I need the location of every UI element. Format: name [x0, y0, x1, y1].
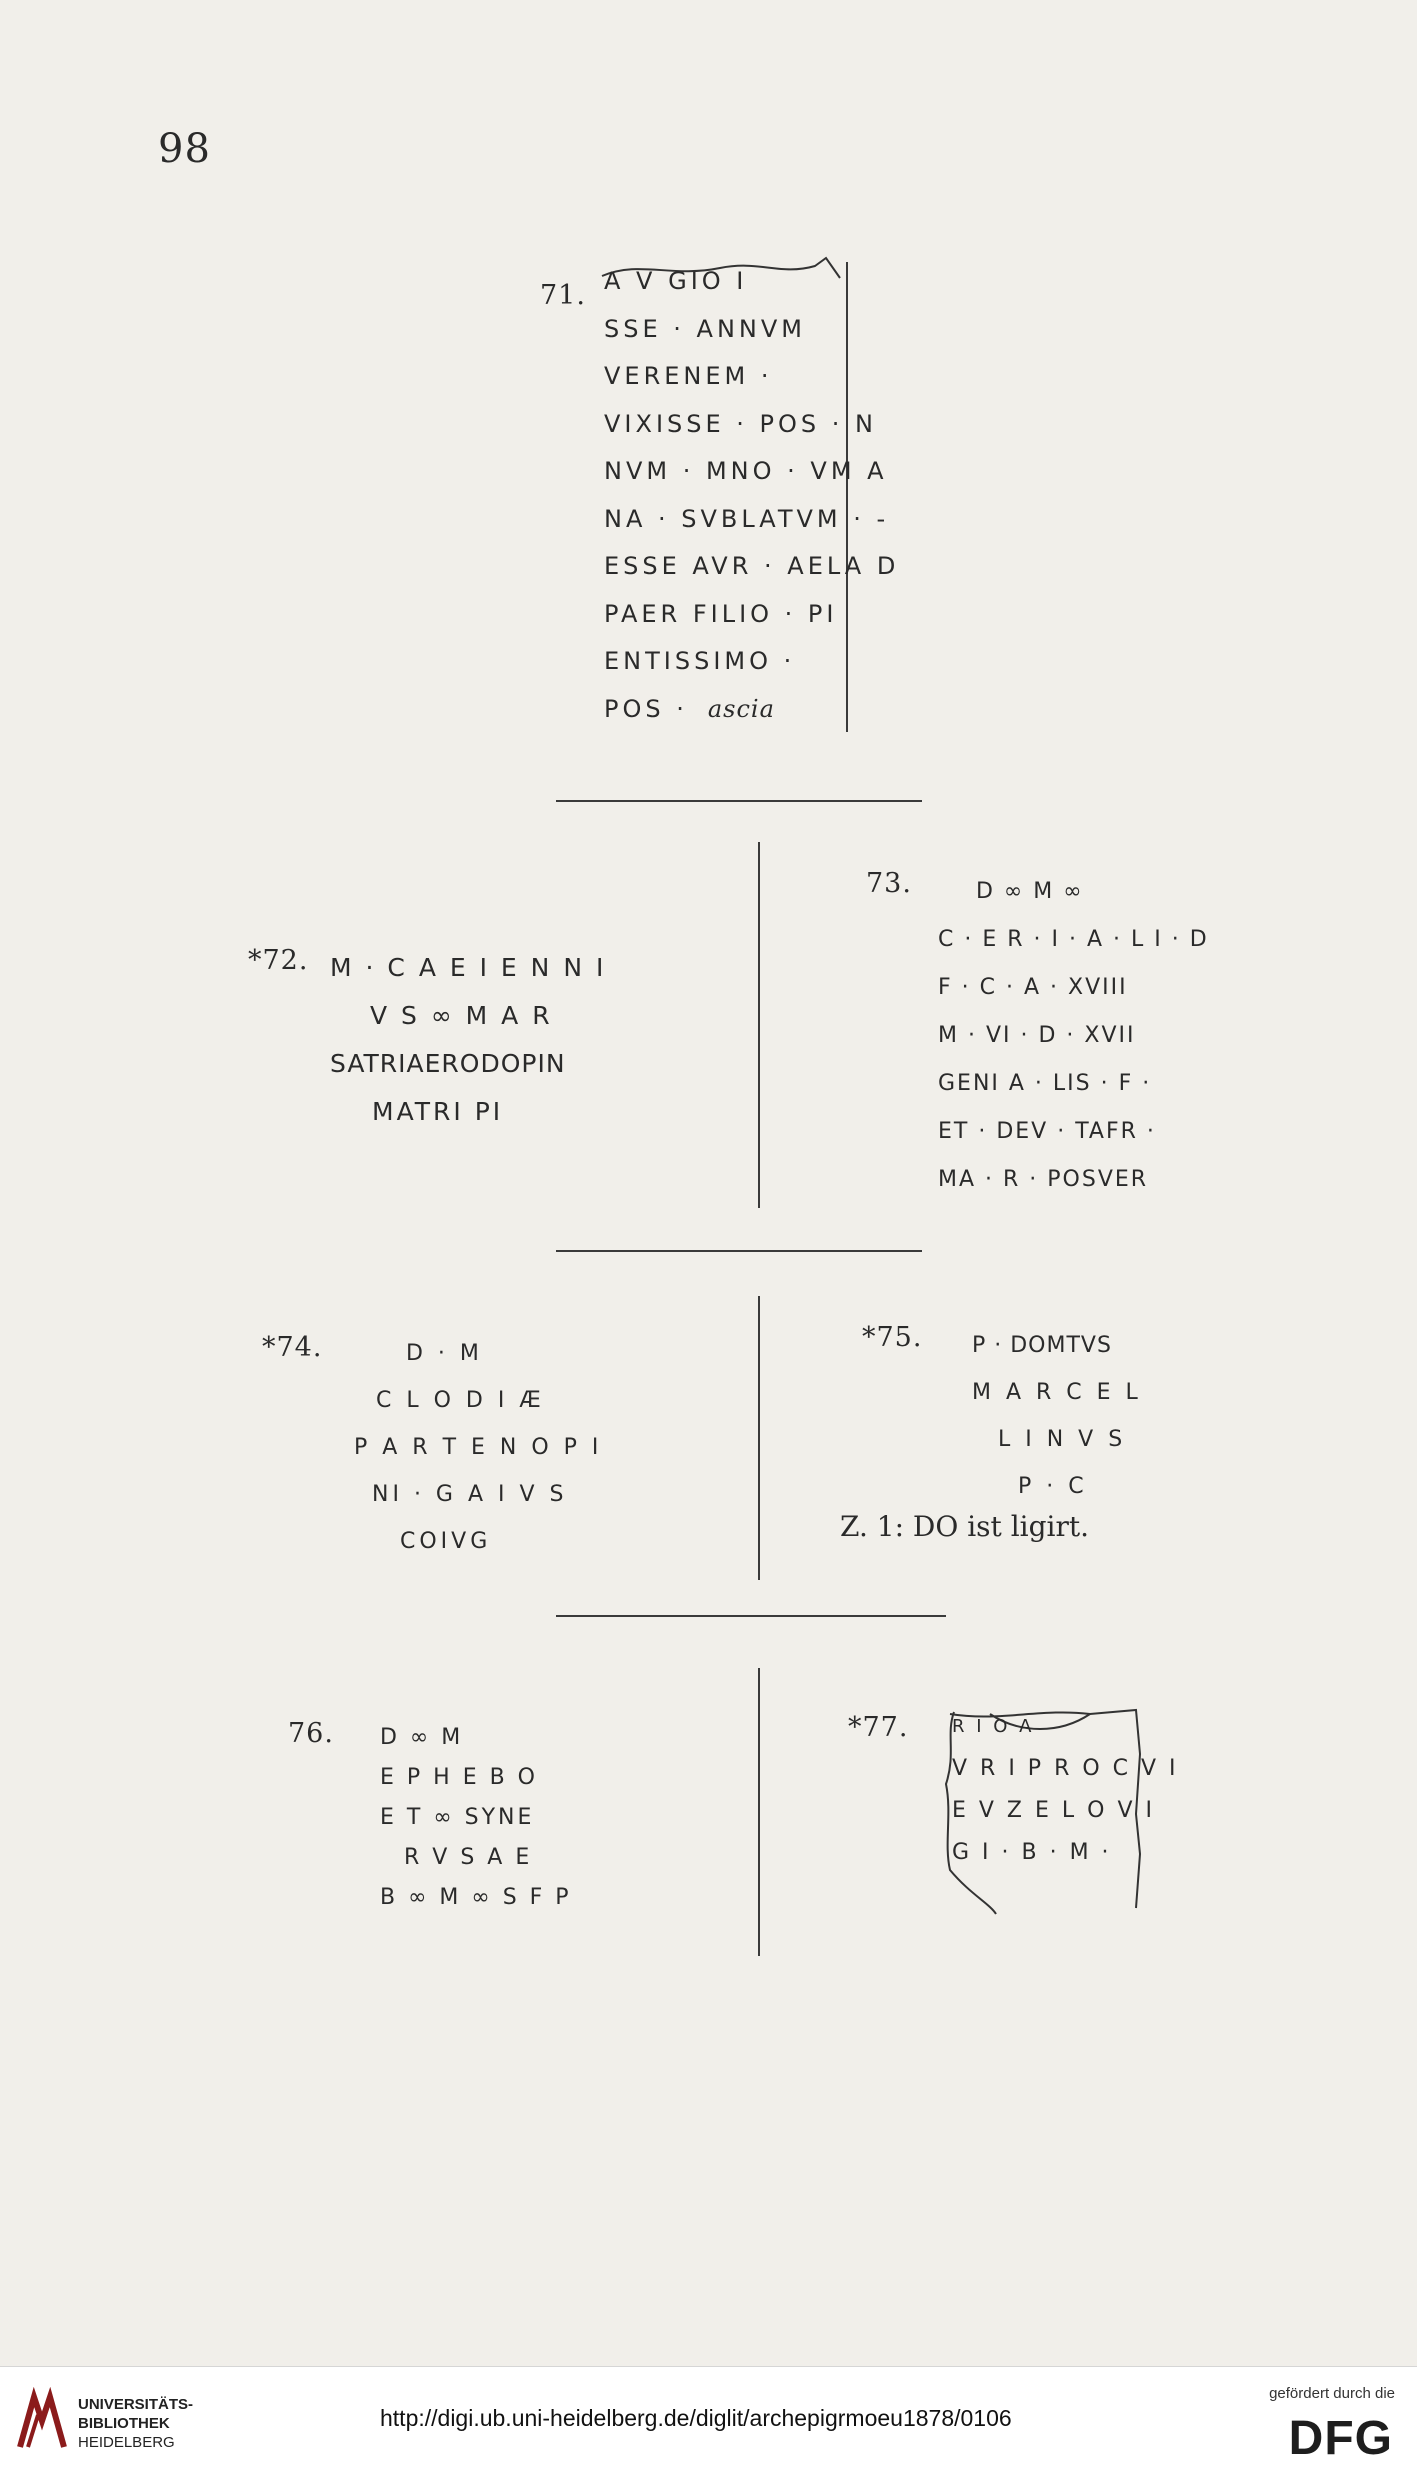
inscription-line: COIVG [400, 1529, 492, 1554]
inscription-line: POS · [604, 694, 688, 723]
inscription-line: M · VI · D · XVII [938, 1023, 1136, 1048]
inscription-71-number: 71. [540, 280, 586, 311]
inscription-72-number: *72. [248, 945, 309, 976]
inscription-line: R I O A [952, 1716, 1035, 1737]
inscription-line: C L O D I Æ [376, 1388, 545, 1413]
inscription-74-text [354, 1330, 602, 1565]
divider [556, 1615, 946, 1617]
inscription-74-number: *74. [262, 1332, 323, 1363]
inscription-76-number: 76. [288, 1718, 334, 1749]
inscription-line: M A R C E L [972, 1380, 1142, 1405]
inscription-line: B ∞ M ∞ S F P [380, 1885, 572, 1910]
inscription-line: ENTISSIMO · [604, 647, 796, 675]
inscription-71-text [604, 258, 899, 733]
inscription-line: P · C [1018, 1474, 1088, 1499]
inscription-77-number: *77. [848, 1712, 909, 1743]
inscription-line: SSE · ANNVM [604, 314, 806, 343]
divider [556, 800, 922, 802]
university-library-name [78, 2395, 193, 2452]
inscription-line: MATRI PI [372, 1097, 504, 1126]
inscription-line: D ∞ M ∞ [976, 879, 1084, 904]
permalink-url[interactable]: http://digi.ub.uni-heidelberg.de/diglit/archepigrmoeu1878/0106 [380, 2405, 1012, 2431]
inscription-line: NA · SVBLATVM · - [604, 504, 890, 533]
ascia-note: ascia [707, 694, 775, 723]
divider [556, 1250, 922, 1252]
inscription-line: GENI A · LIS · F · [938, 1071, 1152, 1096]
inscription-line: MA · R · POSVER [938, 1167, 1149, 1192]
inscription-line: VIXISSE · POS · N [604, 409, 877, 438]
inscription-line: M · C A E I E N N I [330, 953, 607, 982]
inscription-line: NVM · MNO · VM A [604, 457, 888, 485]
inscription-line: VERENEM · [604, 362, 773, 390]
inscription-75-number: *75. [862, 1322, 923, 1353]
inscription-77-text [952, 1706, 1179, 1874]
inscription-76-text [380, 1718, 572, 1918]
inscription-line: ESSE AVR · AELA D [604, 552, 900, 580]
inscription-line: E T ∞ SYNE [380, 1805, 535, 1830]
library-name-line: BIBLIOTHEK [78, 2415, 170, 2432]
inscription-line: F · C · A · XVIII [938, 975, 1128, 1000]
library-name-line: HEIDELBERG [78, 2434, 175, 2451]
inscription-line: D · M [406, 1341, 483, 1366]
inscription-line: D ∞ M [380, 1725, 464, 1750]
inscription-line: P A R T E N O P I [354, 1435, 603, 1460]
inscription-75-note: Z. 1: DO ist ligirt. [840, 1510, 1090, 1543]
dfg-logo: DFG [1288, 2412, 1393, 2465]
inscription-73-text [938, 868, 1209, 1204]
inscription-line: P · DOMTVS [972, 1333, 1112, 1358]
inscription-line: NI · G A I V S [372, 1482, 568, 1507]
inscription-line: R V S A E [404, 1845, 533, 1870]
inscription-73-number: 73. [866, 868, 912, 899]
funding-caption: gefördert durch die [1269, 2385, 1395, 2402]
inscription-72-text [330, 944, 606, 1136]
inscription-line: G I · B · M · [952, 1840, 1112, 1865]
university-library-logo-icon [14, 2387, 70, 2457]
page-number: 98 [158, 126, 211, 172]
library-name-line: UNIVERSITÄTS- [78, 2396, 194, 2413]
inscription-line: V S ∞ M A R [370, 1001, 553, 1030]
inscription-line: E V Z E L O V I [952, 1798, 1155, 1823]
inscription-line: V R I P R O C V I [952, 1756, 1179, 1781]
column-divider [758, 1668, 760, 1956]
inscription-75-text [972, 1322, 1142, 1510]
inscription-line: C · E R · I · A · L I · D [938, 927, 1209, 952]
column-divider [758, 1296, 760, 1580]
inscription-line: PAER FILIO · PI [604, 599, 838, 628]
inscription-line: SATRIAERODOPIN [330, 1049, 566, 1078]
viewer-footer [0, 2366, 1417, 2475]
column-divider [758, 842, 760, 1208]
inscription-line: A V GIO I [604, 267, 748, 295]
inscription-line: ET · DEV · TAFR · [938, 1119, 1156, 1144]
inscription-line: E P H E B O [380, 1765, 538, 1790]
inscription-line: L I N V S [998, 1427, 1127, 1452]
